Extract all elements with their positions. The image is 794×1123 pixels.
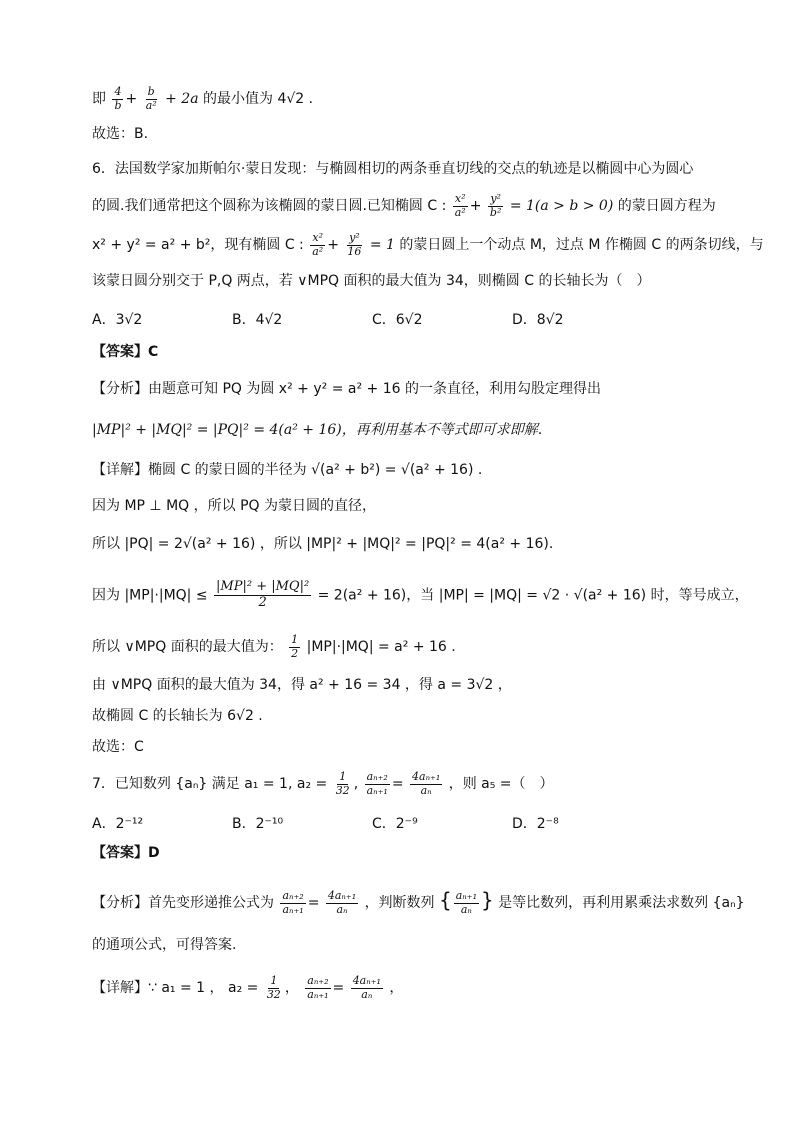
q7-option-b: B．2⁻¹⁰ — [232, 816, 284, 832]
text-line-1: 即 $\frac{4}{b}$ + $\frac{b}{\text{a²}}$ + 2a 的最小值为 4√2 . — [92, 85, 314, 112]
text-line-11: 因为 MP ⊥ MQ ，所以 PQ 为蒙日圆的直径， — [92, 498, 376, 514]
question-7-stem: 7．已知数列 {aₙ} 满足 a₁ = 1, a₂ = $\frac{1}{32}$ , $\frac{\text{aₙ₊₂}}{\text{aₙ₊₁}}$ = $\frac{\text{4aₙ₊₁}}{\text{aₙ}}$ ，则 a₅ =（ ） — [92, 770, 554, 797]
detail-line-2: 【详解】∵ a₁ = 1 ， a₂ = $\frac{1}{32}$ ， $\frac{\text{aₙ₊₂}}{\text{aₙ₊₁}}$ = $\frac{\text{4aₙ₊₁}}{\text{aₙ}}$ ， — [92, 974, 404, 1001]
fraction: $\frac{b}{\text{a²}}$ — [145, 85, 157, 112]
fraction: $\frac{1}{32}$ — [266, 974, 281, 1001]
fraction: $\frac{1}{2}$ — [291, 633, 299, 660]
fraction: $\frac{\text{aₙ₊₁}}{\text{aₙ}}$ — [455, 889, 477, 916]
fraction: $\frac{\text{x²}}{\text{a²}}$ — [312, 231, 324, 258]
text-line-14: 所以 ∨MPQ 面积的最大值为： $\frac{1}{2}$ |MP|·|MQ| = a² + 16 . — [92, 633, 456, 660]
text-line-17: 故选：C — [92, 739, 144, 755]
text-line-21: 的通项公式，可得答案. — [92, 937, 237, 953]
fraction: $\frac{\text{aₙ₊₂}}{\text{aₙ₊₁}}$ — [366, 770, 388, 797]
text-line-2: 故选：B. — [92, 126, 149, 142]
fraction: $\frac{\text{y²}}{\text{b²}}$ — [489, 192, 502, 219]
text-line-13: 因为 |MP|·|MQ| ≤ $\frac{\text{|MP|² + |MQ|²}}{2}$ = 2(a² + 16)，当 |MP| = |MQ| = √2 · √(a² + 16) 时，等号成立， — [92, 579, 749, 610]
fraction: $\frac{\text{y²}}{16}$ — [347, 231, 362, 258]
q7-option-a: A．2⁻¹² — [92, 816, 144, 832]
answer-label: 【答案】C — [92, 344, 159, 360]
q7-option-d: D．2⁻⁸ — [512, 816, 559, 832]
fraction: $\frac{\text{4aₙ₊₁}}{\text{aₙ}}$ — [412, 770, 441, 797]
text-line-9: |MP|² + |MQ|² = |PQ|² = 4(a² + 16)，再利用基本不等式即可求即解. — [92, 422, 543, 438]
fraction: $\frac{\text{aₙ₊₂}}{\text{aₙ₊₁}}$ — [307, 974, 329, 1001]
fraction: $\frac{\text{aₙ₊₂}}{\text{aₙ₊₁}}$ — [282, 889, 304, 916]
text-line-4: 的圆.我们通常把这个圆称为该椭圆的蒙日圆.已知椭圆 C : $\frac{\text{x²}}{\text{a²}}$ + $\frac{\text{y²}}{\text{b²}}$ = 1(a > b > 0) 的蒙日圆方程为 — [92, 192, 716, 219]
fraction: $\frac{\text{4aₙ₊₁}}{\text{aₙ}}$ — [327, 889, 357, 916]
q6-option-c: C．6√2 — [372, 312, 423, 328]
fraction: $\frac{\text{4aₙ₊₁}}{\text{aₙ}}$ — [352, 974, 381, 1001]
fraction: $\frac{1}{32}$ — [335, 770, 350, 797]
text-line-6: 该蒙日圆分别交于 P,Q 两点，若 ∨MPQ 面积的最大值为 34，则椭圆 C 的长轴长为（ ） — [92, 273, 651, 289]
text-line-12: 所以 |PQ| = 2√(a² + 16) ，所以 |MP|² + |MQ|² = |PQ|² = 4(a² + 16). — [92, 536, 554, 552]
analysis-line-2: 【分析】首先变形递推公式为 $\frac{\text{aₙ₊₂}}{\text{aₙ₊₁}}$ = $\frac{\text{4aₙ₊₁}}{\text{aₙ}}$ ，判断数列 { $\frac{\text{aₙ₊₁}}{\text{aₙ}}$ } 是等比数列，再利用累乘法求数列 {aₙ} — [92, 888, 745, 916]
q6-option-d: D．8√2 — [512, 312, 564, 328]
text-line-5: x² + y² = a² + b²，现有椭圆 C : $\frac{\text{x²}}{\text{a²}}$ + $\frac{\text{y²}}{16}$ = 1 的蒙日圆上一个动点 M，过点 M 作椭圆 C 的两条切线，与 — [92, 231, 764, 258]
question-6-stem: 6．法国数学家加斯帕尔·蒙日发现：与椭圆相切的两条垂直切线的交点的轨迹是以椭圆中心为圆心 — [92, 161, 694, 177]
detail-line: 【详解】椭圆 C 的蒙日圆的半径为 √(a² + b²) = √(a² + 16) . — [92, 462, 483, 478]
text-line-15: 由 ∨MPQ 面积的最大值为 34，得 a² + 16 = 34 ，得 a = 3√2 ， — [92, 677, 512, 693]
fraction: $\frac{\text{x²}}{\text{a²}}$ — [454, 192, 466, 219]
q7-option-c: C．2⁻⁹ — [372, 816, 418, 832]
answer-label-2: 【答案】D — [92, 845, 160, 861]
text-line-16: 故椭圆 C 的长轴长为 6√2 . — [92, 708, 263, 724]
fraction: $\frac{\text{|MP|² + |MQ|²}}{2}$ — [216, 579, 310, 610]
fraction: $\frac{4}{b}$ — [114, 85, 122, 112]
q6-option-a: A．3√2 — [92, 312, 143, 328]
q6-option-b: B．4√2 — [232, 312, 283, 328]
analysis-line: 【分析】由题意可知 PQ 为圆 x² + y² = a² + 16 的一条直径，利用勾股定理得出 — [92, 381, 601, 397]
